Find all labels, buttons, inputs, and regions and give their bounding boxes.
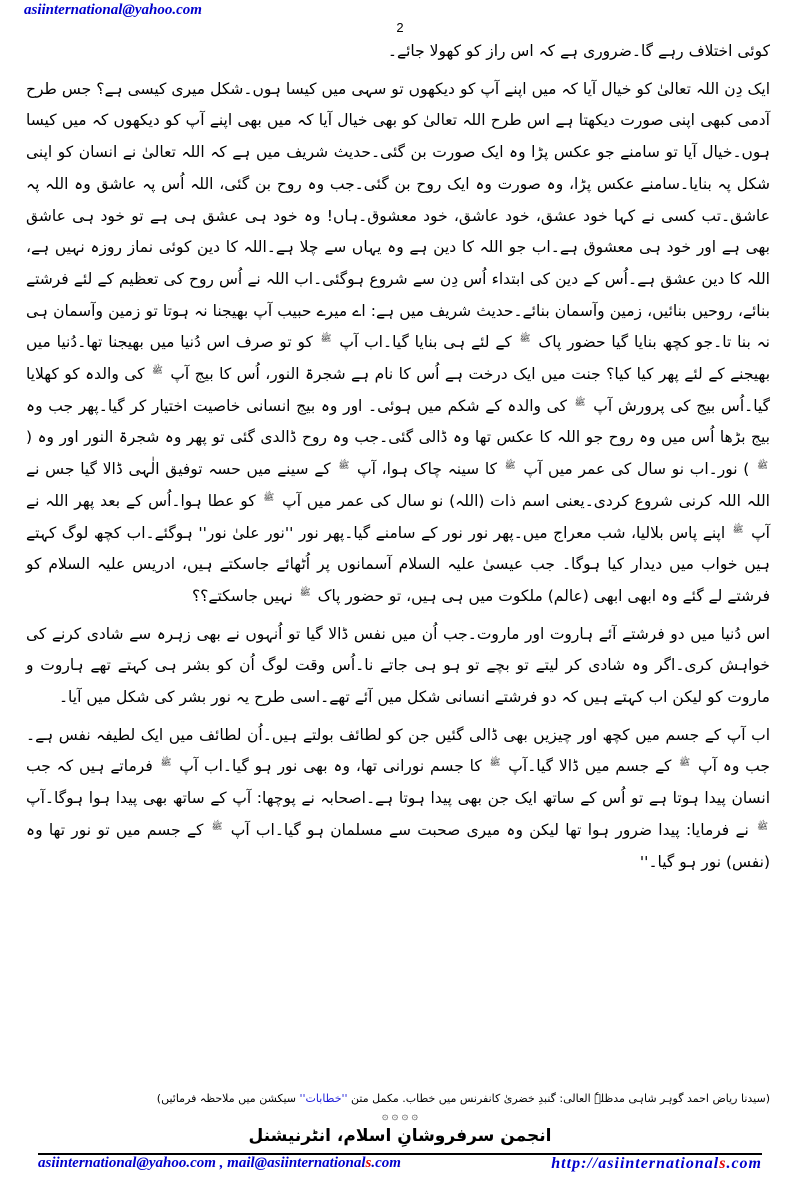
text-segment: نہیں جاسکتے؟؟ (191, 586, 293, 605)
email-highlight: s (365, 1155, 372, 1171)
text-segment: کے جسم میں تو نور تھا وہ (نفس) نور ہو گیا۔'' (26, 820, 770, 871)
url-highlight: s (719, 1155, 727, 1172)
url-prefix: http://asiinternational (551, 1155, 720, 1172)
text-segment: ) نور۔اب نو سال کی عمر میں آپ (523, 460, 750, 479)
honorific-icon: ﷺ (489, 758, 501, 769)
text-segment: کی والدہ کو کھلایا گیا۔اُس بیج کی پرورش آپ (26, 365, 770, 415)
text-segment: ایک دِن اللہ تعالیٰ کو خیال آیا کہ میں اپنے آپ کو دیکھوں تو سہی میں کیسا ہوں۔شکل میری کیسی ہے؟ جس طرح آدمی کبھی اپنی صورت دیکھتا ہے اس طرح اللہ تعالیٰ کو بھی خیال آیا کہ میں بھی اپنے آپ کو دیکھوں کہ میں کیسا ہوں۔خیال آیا تو سامنے جو عکس پڑا وہ ایک صورت بن گئی۔حدیث شریف میں ہے کہ اللہ تعالیٰ نے انسان کو اپنی شکل پہ بنایا۔سامنے عکس پڑا، وہ صورت وہ ایک روح بن گئی۔جب وہ روح بن گئی، اللہ اُس پہ عاشق وہ اللہ پہ عاشق۔تب کسی نے کہا خود عشق، خود عاشق، خود معشوق۔ہاں! وہ خود ہی عشق ہی ہے تو خود ہی عاشق بھی ہے اور خود ہی معشوق ہے۔اب جو اللہ کا دین ہے وہ یہاں سے چلا ہے۔اللہ کا دین کوئی نماز روزہ نہیں ہے، اللہ کا دین عشق ہے۔اُس کے دین کی ابتداء اُس دِن سے شروع ہوگئی۔اب اللہ نے اُس روح کی تعظیم کے لئے فرشتے بنائے، روحیں بنائیں، زمین وآسمان بنائے۔حدیث شریف میں ہے: اے میرے حبیب آپ بھیجنا نہ ہوتا تو زمین وآسمان ہی نہ بنا تا۔جو کچھ بنایا گیا حضور پاک (26, 79, 770, 352)
header-email-link[interactable]: asiinternational@yahoo.com (24, 2, 202, 18)
text-segment: اپنے پاس بلالیا، شب معراج میں۔پھر نور نور کے سامنے گیا۔پھر نور ''نور علیٰ نور'' ہوگئے۔اب کچھ لوگ کہتے ہیں خواب میں دیدار کیا ہوگا۔ جب عیسیٰ علیہ السلام آسمانوں پر اُٹھائے جاسکتے ہیں، ادریس علیہ السلام کو فرشتے لے گئے وہ ابھی ابھی (عالم) ملکوت میں ہی ہیں، تو حضور پاک (26, 523, 770, 605)
text-segment: کا جسم نورانی تھا، وہ بھی نور ہو گیا۔اب آپ (179, 757, 482, 776)
attribution-suffix: سیکشن میں ملاحظہ فرمائیں) (156, 1092, 296, 1105)
honorific-icon: ﷺ (504, 461, 516, 472)
url-suffix: .com (726, 1155, 762, 1172)
text-segment: کے لئے ہی بنایا گیا۔اب آپ (339, 333, 512, 352)
honorific-icon: ﷺ (519, 334, 531, 345)
text-segment: اس دُنیا میں دو فرشتے آئے ہاروت اور ماروت۔جب اُن میں نفس ڈالا گیا تو اُنہوں نے بھی زہرہ سے شادی کرنے کی خواہش کری۔اگر وہ شادی کر لیتے تو بچے تو ہو ہی جاتے نا۔اُس وقت لوگ اُن کو بشر ہی کہتے تھے ہاروت و ماروت کو لیکن اب کہتے ہیں کہ دو فرشتے انسانی شکل میں آئے تھے۔اسی طرح یہ نور بشر کی شکل میں آیا۔ (26, 624, 770, 707)
text-segment: کے جسم میں ڈالا گیا۔آپ (508, 757, 672, 776)
honorific-icon: ﷺ (338, 461, 350, 472)
text-segment: کے سینے میں حسہ توفیق الٰہی ڈالا گیا جس نے اللہ اللہ کرنی شروع کردی۔یعنی اسم ذات (اللہ) نو سال کی عمر میں آپ (26, 460, 770, 510)
footer-email-yahoo-link[interactable]: asiinternational@yahoo.com (38, 1155, 216, 1171)
article-body (26, 36, 770, 878)
text-segment: کوئی اختلاف رہے گا۔ضروری ہے کہ اس راز کو کھولا جائے۔ (387, 42, 770, 60)
honorific-icon: ﷺ (757, 821, 769, 832)
text-segment: نے فرمایا: پیدا ضرور ہوا تھا لیکن وہ میری صحبت سے مسلمان ہو گیا۔اب آپ (230, 820, 749, 839)
paragraph-creation (26, 74, 770, 613)
text-segment: فرماتے ہیں کہ جب انسان پیدا ہوتا ہے تو اُس کے ساتھ ایک جن بھی پیدا ہوتا ہے۔اصحابہ نے پوچھا: آپ کے ساتھ بھی پیدا ہوا ہوگا۔آپ (26, 757, 770, 808)
text-segment: کو عطا ہوا۔اُس کے بعد پھر اللہ نے آپ (26, 491, 770, 542)
text-segment: کی والدہ کے شکم میں ہوئی۔ اور وہ بیج انسانی خاصیت اختیار کر گیا۔پھر جب وہ بیج بڑھا اُس میں وہ روح جو اللہ کا عکس تھا وہ ڈالی گئی۔جب وہ روح ڈالدی گئی تو پھر وہ شجرۃ النور اور وہ ( (26, 396, 770, 447)
organization-name: انجمن سرفروشانِ اسلام، انٹرنیشنل (248, 1126, 552, 1146)
khitabat-section-link[interactable]: ''خطابات'' (299, 1092, 348, 1105)
footer-email-mail-link[interactable] (227, 1155, 401, 1171)
honorific-icon: ﷺ (263, 492, 275, 503)
attribution-text: (سیدنا ریاض احمد گوہر شاہی مدظلہٗ العالی: گنبدِ خضریٰ کانفرنس میں خطاب. مکمل متن (351, 1092, 770, 1105)
footer-website-link[interactable] (551, 1155, 762, 1173)
paragraph-intro (26, 36, 770, 68)
text-segment: اب آپ کے جسم میں کچھ اور چیزیں بھی ڈالی گئیں جن کو لطائف بولتے ہیں۔اُن لطائف میں ایک لطیفہ نفس ہے۔جب وہ آپ (26, 725, 770, 776)
footer-emails (38, 1155, 401, 1172)
honorific-icon: ﷺ (574, 397, 586, 408)
footer-email-separator: , (215, 1155, 228, 1171)
honorific-icon: ﷺ (757, 461, 768, 472)
text-segment: کا سینہ چاک ہوا، آپ (357, 460, 497, 479)
honorific-icon: ﷺ (299, 587, 311, 598)
email-prefix: mail@asiinternational (227, 1155, 366, 1171)
honorific-icon: ﷺ (160, 758, 172, 769)
honorific-icon: ﷺ (679, 758, 691, 769)
honorific-icon: ﷺ (320, 334, 332, 345)
honorific-icon: ﷺ (152, 366, 163, 377)
ornament-divider-icon: ۞ ۞ ۞ ۞ (381, 1109, 419, 1122)
paragraph-harut-marut (26, 619, 770, 714)
attribution-note (26, 1092, 770, 1106)
email-suffix: .com (371, 1155, 401, 1171)
honorific-icon: ﷺ (211, 821, 223, 832)
paragraph-lataif (26, 720, 770, 879)
text-segment: کو تو صرف اس دُنیا میں بھیجنا تھا۔دُنیا میں بھیجنے کے لئے پھر کیا کیا؟ جنت میں ایک درخت ہے اُس کا نام ہے شجرۃ النور، اُس کا بیج آپ (26, 333, 771, 384)
honorific-icon: ﷺ (732, 524, 744, 535)
page-number: 2 (396, 20, 404, 35)
